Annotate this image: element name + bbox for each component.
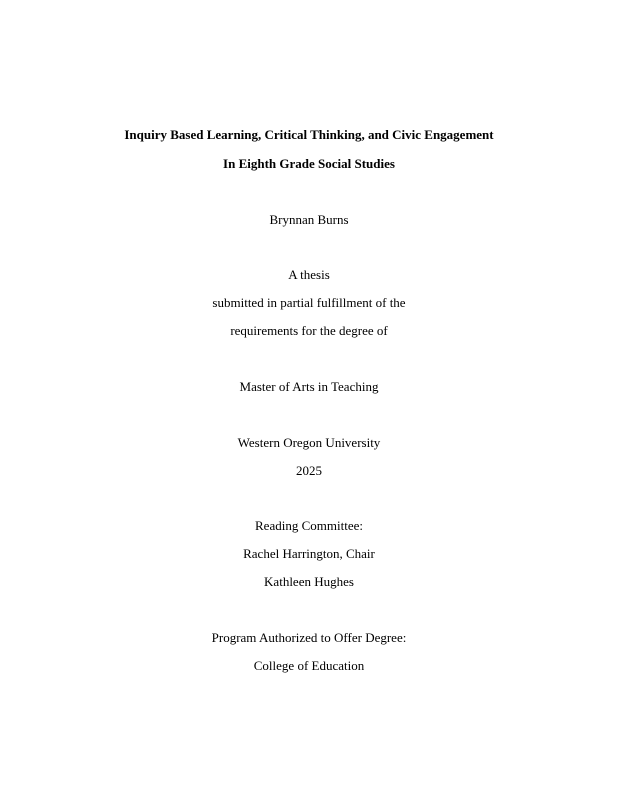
degree-name: Master of Arts in Teaching	[239, 379, 379, 394]
thesis-line-3: requirements for the degree of	[230, 323, 388, 338]
committee-member-chair: Rachel Harrington, Chair	[243, 546, 375, 561]
title-line-1: Inquiry Based Learning, Critical Thinking, and Civic Engagement	[124, 127, 494, 142]
title-line-2: In Eighth Grade Social Studies	[223, 156, 395, 171]
author-name: Brynnan Burns	[269, 212, 349, 227]
college-name: College of Education	[253, 658, 365, 673]
institution-year: 2025	[296, 463, 322, 478]
thesis-line-2: submitted in partial fulfillment of the	[212, 295, 406, 310]
committee-member: Kathleen Hughes	[264, 574, 354, 589]
committee-heading: Reading Committee:	[255, 518, 363, 533]
institution-name: Western Oregon University	[237, 435, 381, 450]
program-heading: Program Authorized to Offer Degree:	[211, 630, 407, 645]
thesis-line-1: A thesis	[288, 267, 330, 282]
